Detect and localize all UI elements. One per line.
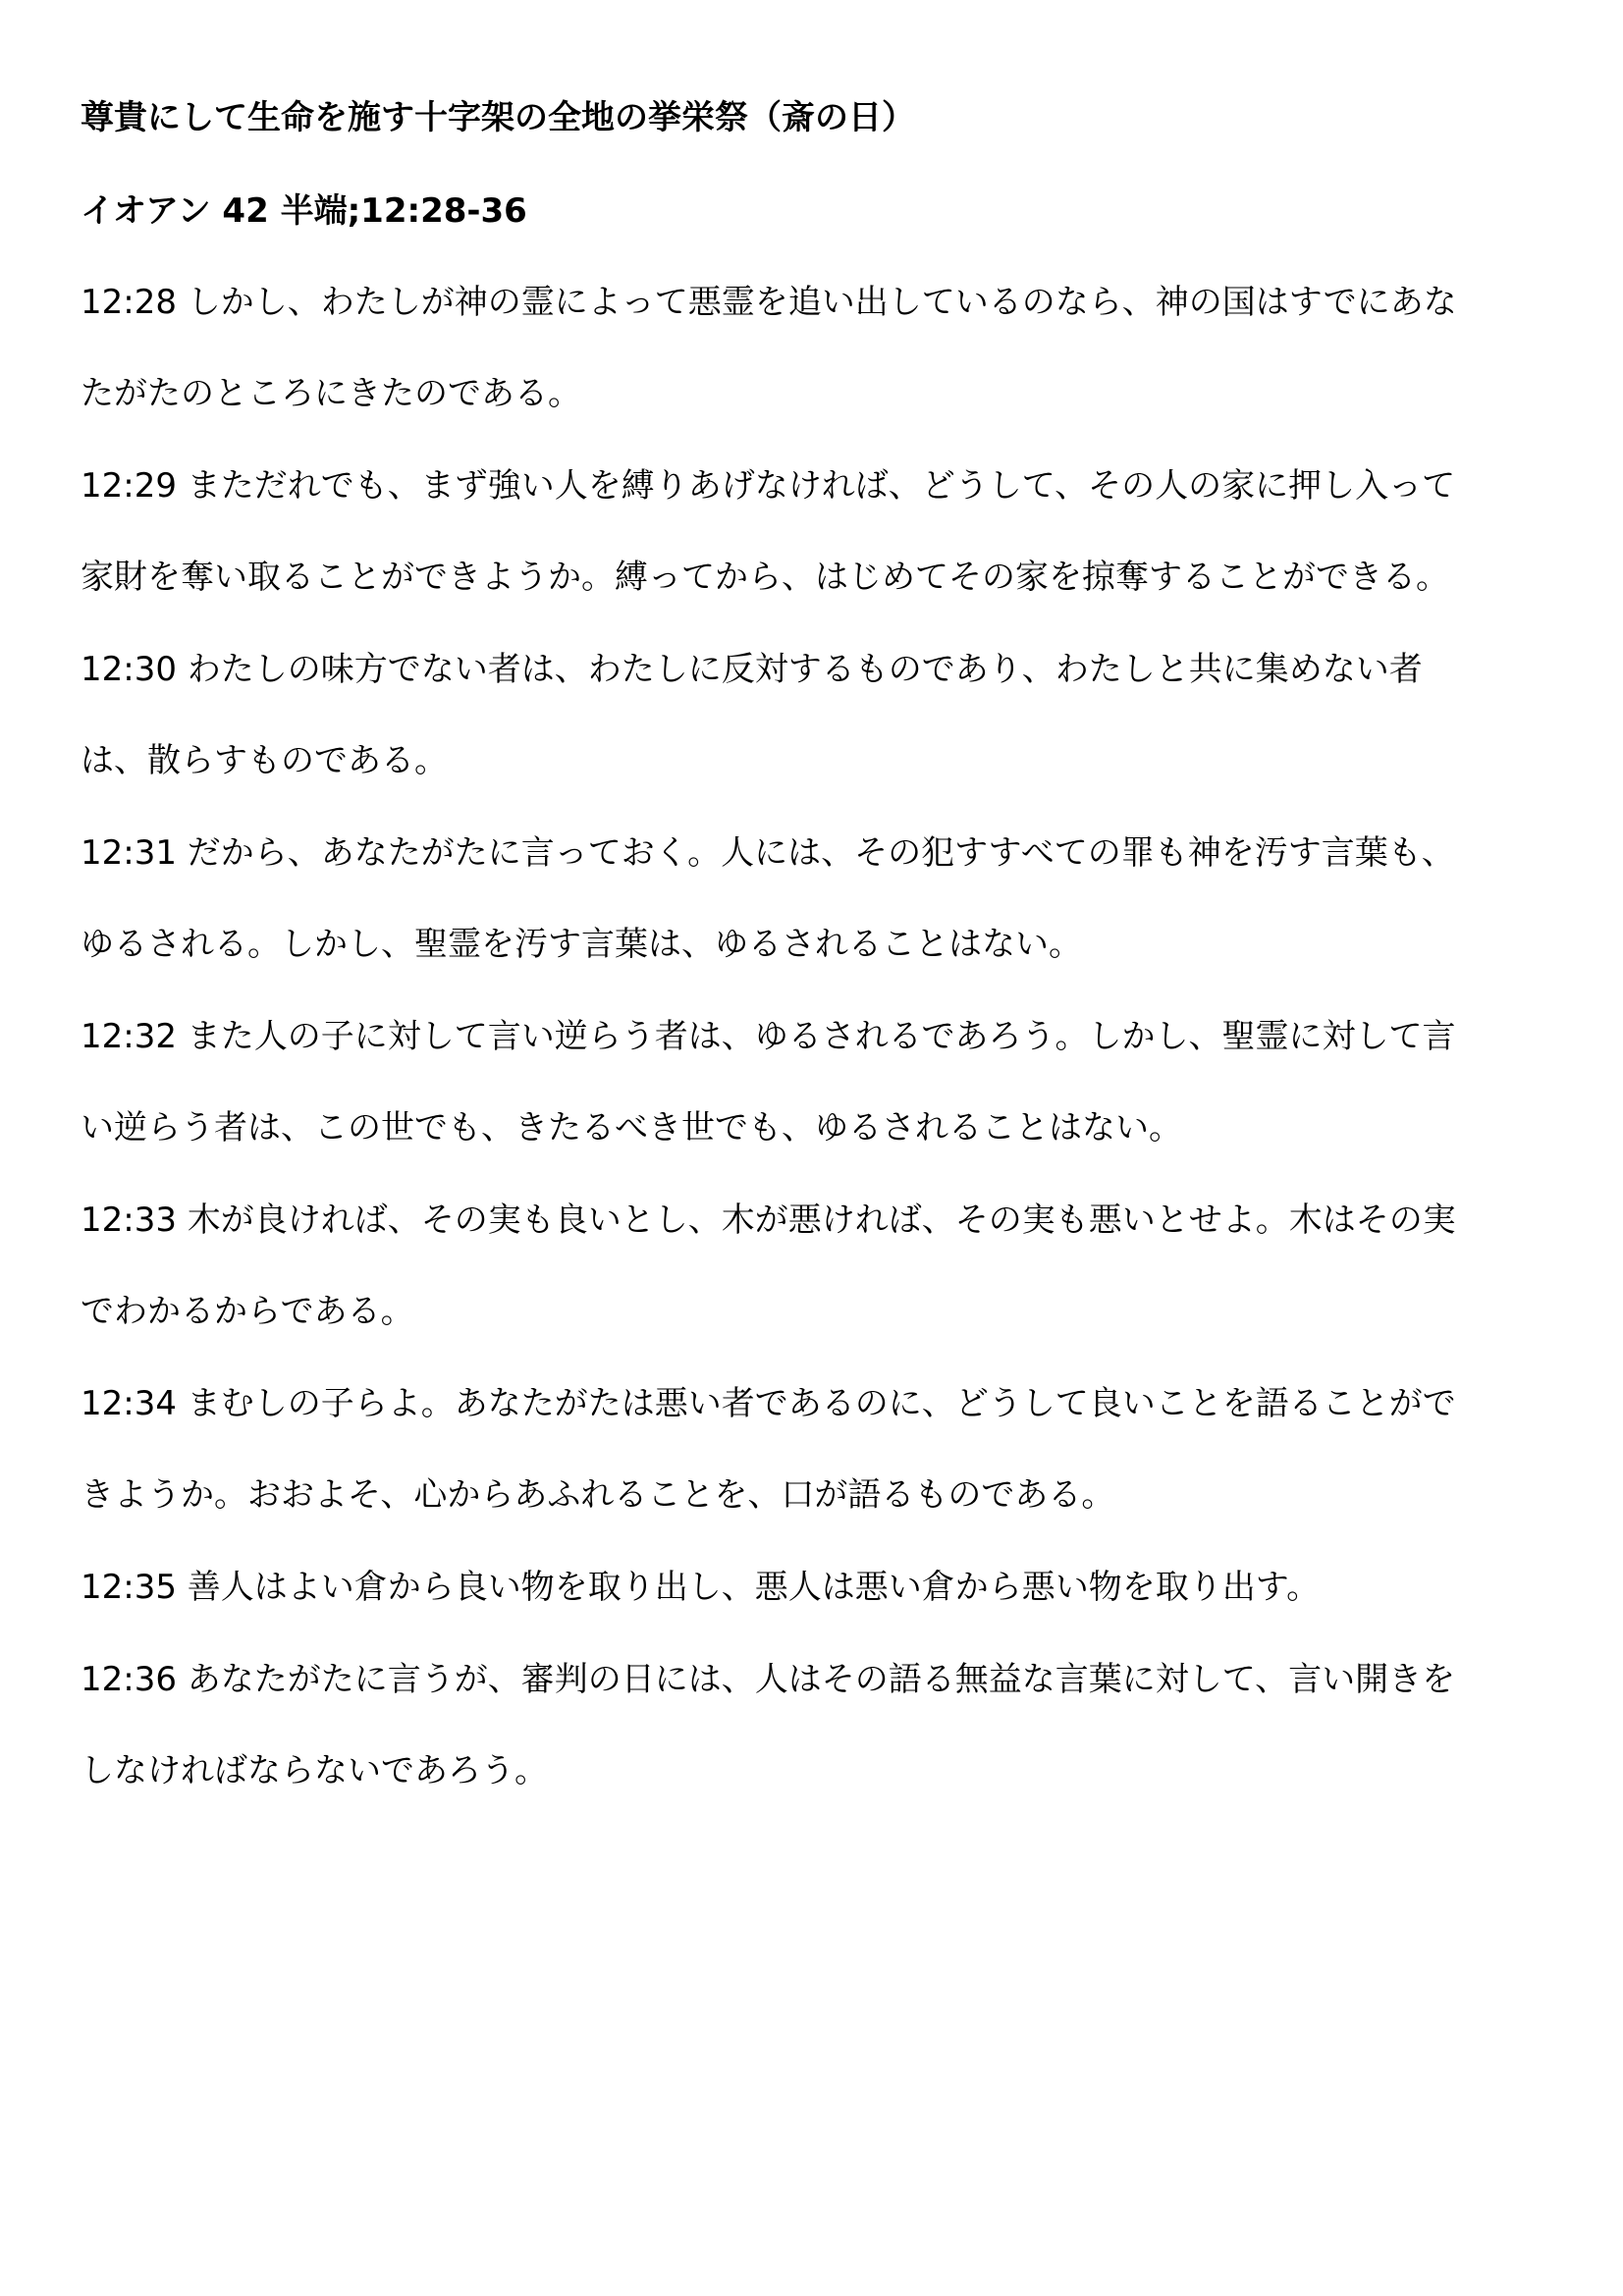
verse-line: 12:30 わたしの味方でない者は、わたしに反対するものであり、わたしと共に集めない者: [81, 650, 1423, 689]
verse-line: い逆らう者は、この世でも、きたるべき世でも、ゆるされることはない。: [81, 1108, 1182, 1148]
verse-12-29: [81, 462, 1543, 601]
document-page: [81, 94, 1543, 1840]
verse-line: 12:29 まただれでも、まず強い人を縛りあげなければ、どうして、その人の家に押し入って: [81, 466, 1456, 506]
verse-12-34: [81, 1380, 1543, 1519]
verse-line: きようか。おおよそ、心からあふれることを、口が語るものである。: [81, 1475, 1115, 1515]
verse-line: でわかるからである。: [81, 1292, 414, 1331]
verse-12-31: [81, 829, 1543, 968]
verse-line: 12:28 しかし、わたしが神の霊によって悪霊を追い出しているのなら、神の国はすでにあな: [81, 283, 1457, 322]
page-title: 尊貴にして生命を施す十字架の全地の挙栄祭（斎の日）: [81, 98, 915, 137]
verse-12-32: [81, 1013, 1543, 1151]
verse-line: は、散らすものである。: [81, 741, 448, 780]
verse-12-30: [81, 646, 1543, 784]
verse-line: 12:32 また人の子に対して言い逆らう者は、ゆるされるであろう。しかし、聖霊に対して言: [81, 1017, 1456, 1056]
verse-line: 家財を奪い取ることができようか。縛ってから、はじめてその家を掠奪することができる。: [81, 558, 1449, 597]
verse-list: [81, 279, 1543, 1794]
verse-line: 12:33 木が良ければ、その実も良いとし、木が悪ければ、その実も悪いとせよ。木はその実: [81, 1201, 1456, 1240]
scripture-reference: イオアン 42 半端;12:28-36: [81, 191, 527, 231]
verse-line: 12:35 善人はよい倉から良い物を取り出し、悪人は悪い倉から悪い物を取り出す。: [81, 1568, 1321, 1607]
verse-line: しなければならないであろう。: [81, 1751, 548, 1790]
verse-12-36: [81, 1656, 1543, 1794]
verse-12-33: [81, 1197, 1543, 1335]
verse-line: ゆるされる。しかし、聖霊を汚す言葉は、ゆるされることはない。: [81, 925, 1082, 964]
verse-line: たがたのところにきたのである。: [81, 374, 581, 413]
verse-line: 12:36 あなたがたに言うが、審判の日には、人はその語る無益な言葉に対して、言い開きを: [81, 1660, 1456, 1699]
verse-line: 12:34 まむしの子らよ。あなたがたは悪い者であるのに、どうして良いことを語ることがで: [81, 1384, 1456, 1423]
verse-12-28: [81, 279, 1543, 417]
verse-line: 12:31 だから、あなたがたに言っておく。人には、その犯すすべての罪も神を汚す言葉も、: [81, 833, 1455, 873]
verse-12-35: [81, 1564, 1543, 1611]
